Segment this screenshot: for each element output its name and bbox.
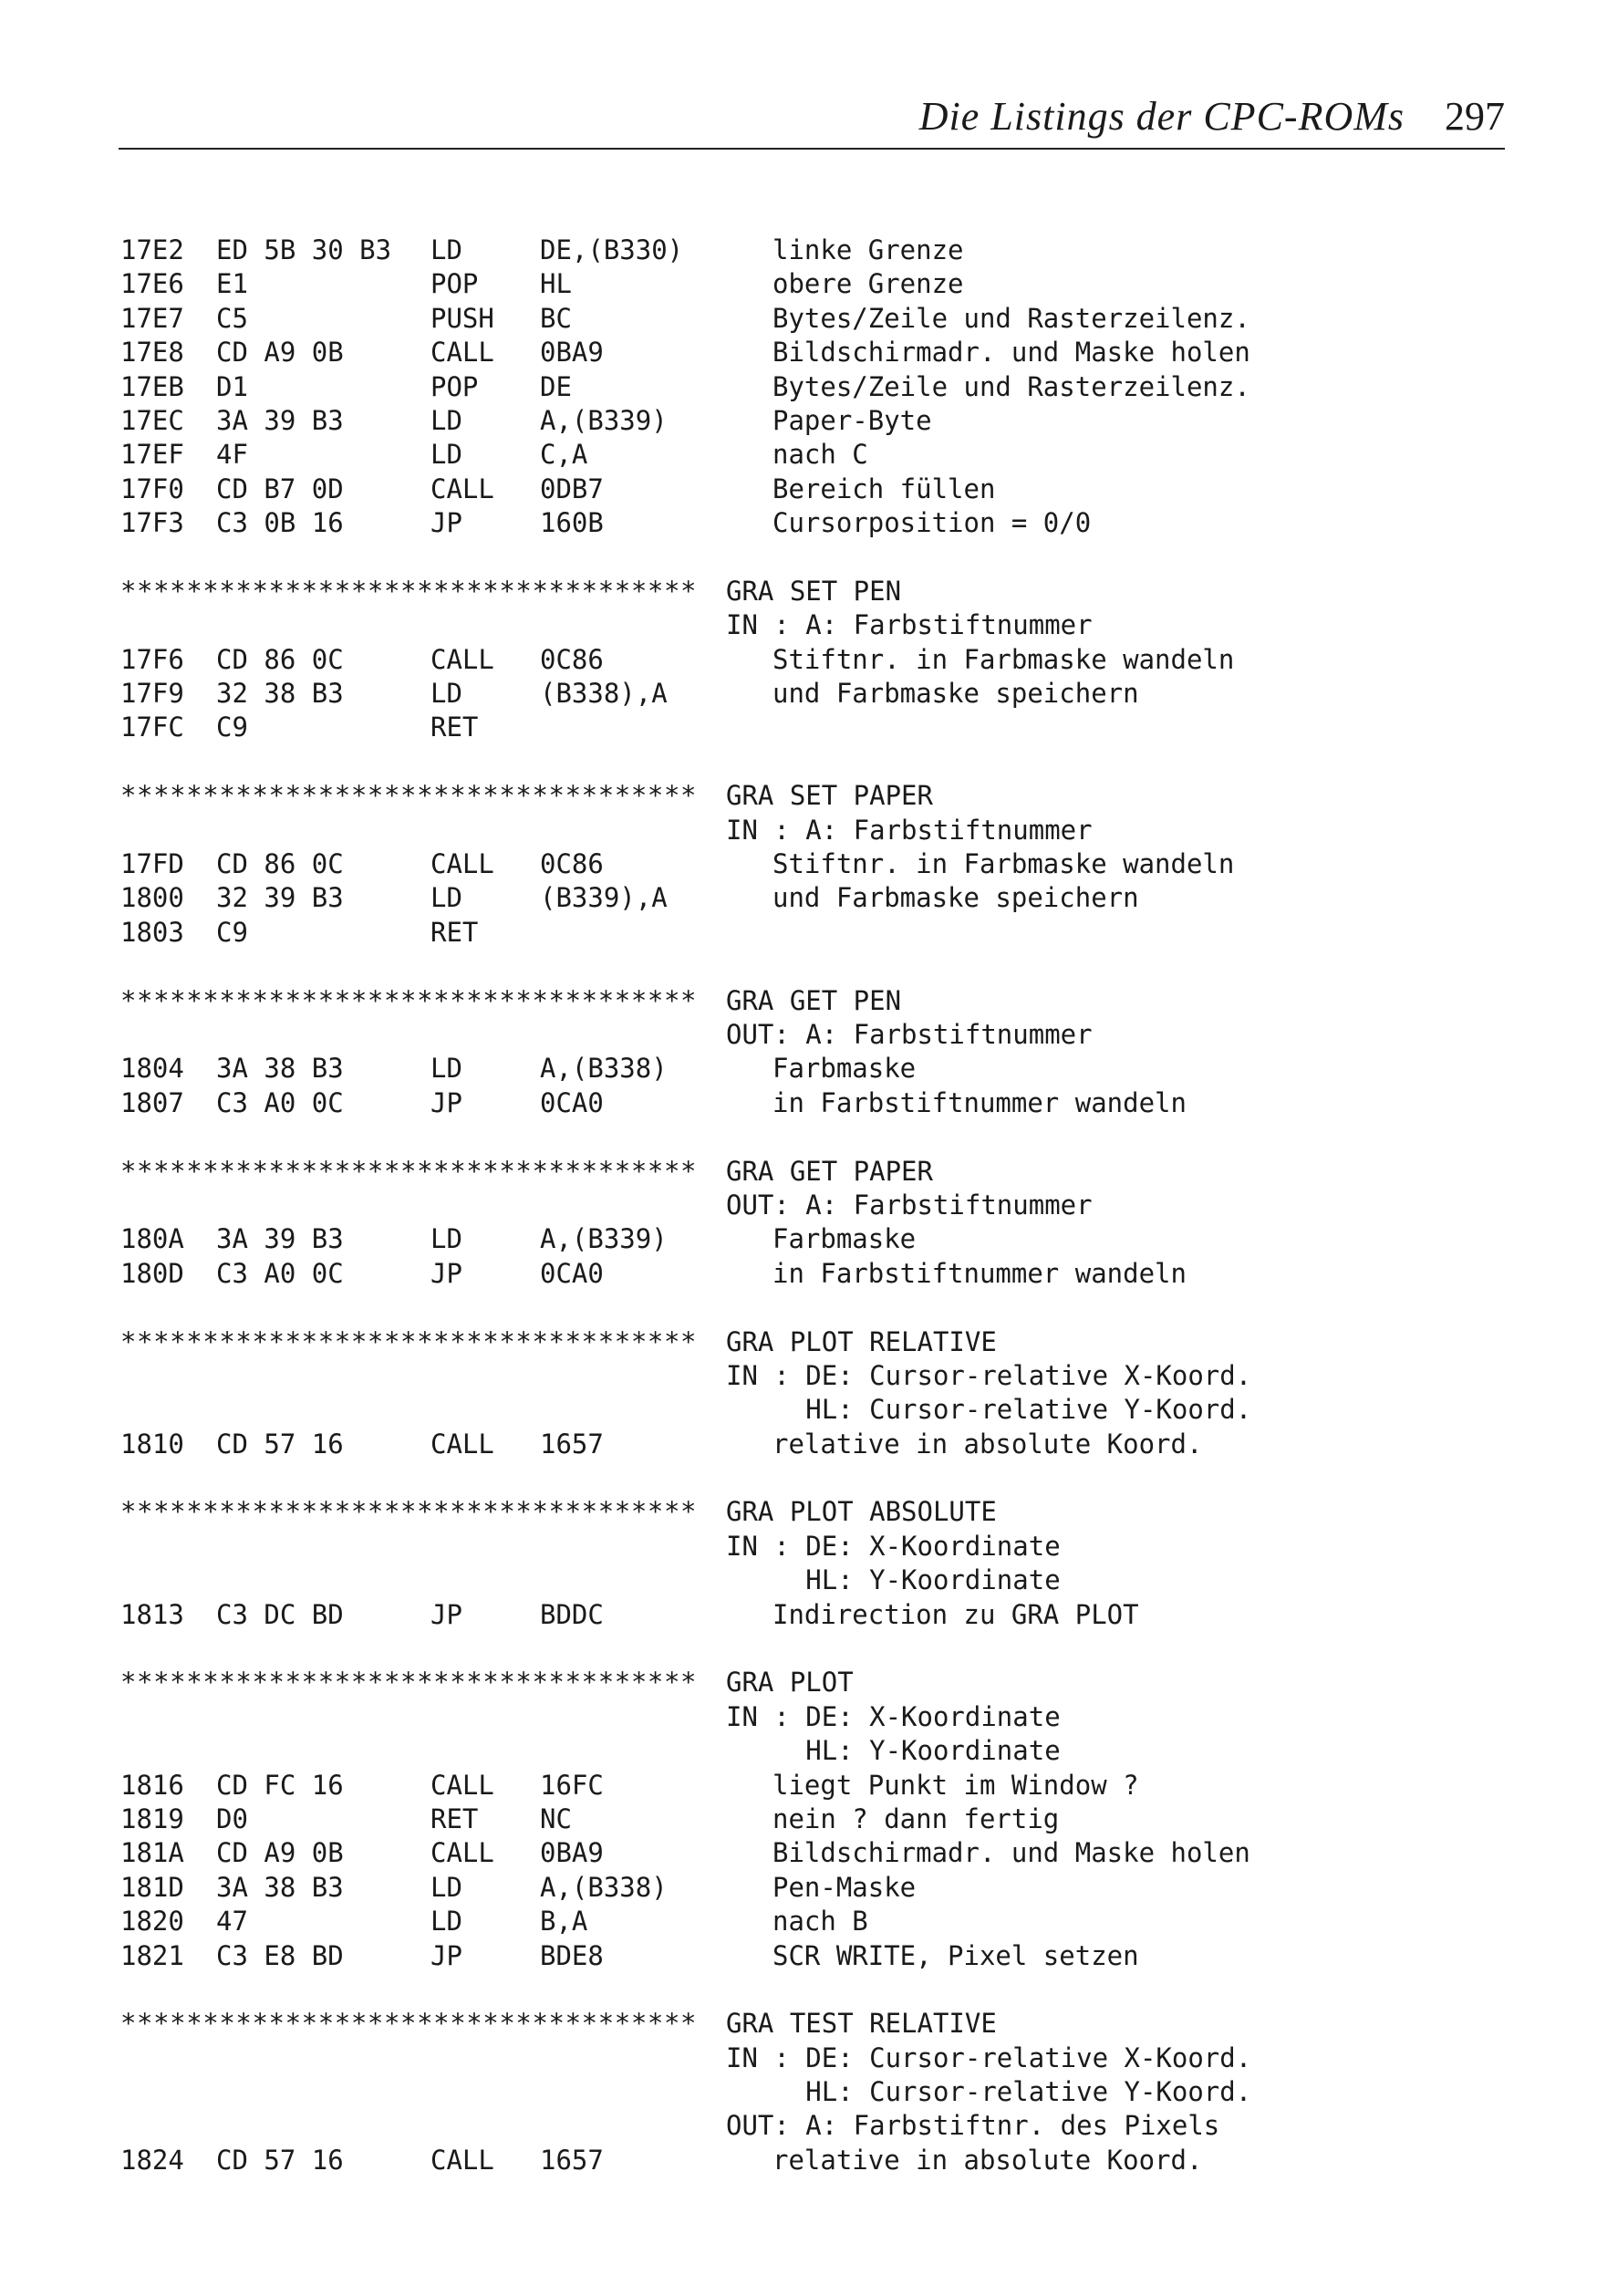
separator-stars: *********************************** [120,1496,698,1528]
address: 181A [120,1837,184,1869]
address: 17EF [120,439,184,471]
hex-bytes: C3 DC BD [216,1598,344,1630]
address: 1820 [120,1906,184,1938]
io-description-line [120,2041,1507,2075]
comment: Farbmaske [772,1053,917,1085]
hex-bytes: 4F [216,439,248,471]
address: 17EC [120,404,184,436]
io-description-line [120,1700,1507,1734]
comment: in Farbstiftnummer wandeln [772,1257,1187,1289]
operand: 16FC [540,1769,604,1801]
mnemonic: JP [430,507,462,539]
page-header [119,84,1505,150]
comment: Paper-Byte [772,404,932,436]
mnemonic: CALL [430,473,494,504]
io-description: HL: Cursor-relative Y-Koord. [726,2076,1252,2108]
hex-bytes: CD B7 0D [216,473,344,504]
comment: liegt Punkt im Window ? [772,1769,1139,1801]
separator-line [120,1495,1507,1529]
code-line [120,1769,1507,1803]
comment: Bildschirmadr. und Maske holen [772,1837,1250,1869]
hex-bytes: C3 A0 0C [216,1086,344,1118]
comment: nach B [772,1906,868,1938]
address: 1819 [120,1803,184,1834]
hex-bytes: C9 [216,712,248,743]
hex-bytes: 3A 38 B3 [216,1053,344,1085]
operand: HL [540,268,572,300]
comment: Stiftnr. in Farbmaske wandeln [772,643,1235,675]
mnemonic: JP [430,1598,462,1630]
code-line [120,1598,1507,1632]
operand: 0CA0 [540,1257,604,1289]
address: 17F6 [120,643,184,675]
io-description-line [120,1018,1507,1052]
code-line [120,711,1507,744]
address: 17F0 [120,473,184,504]
mnemonic: LD [430,1223,462,1255]
hex-bytes: 32 39 B3 [216,882,344,914]
address: 1824 [120,2144,184,2176]
hex-bytes: C3 E8 BD [216,1939,344,1971]
address: 17EB [120,370,184,402]
io-description: IN : DE: Cursor-relative X-Koord. [726,2041,1252,2073]
operand: 160B [540,507,604,539]
mnemonic: RET [430,712,479,743]
operand: C,A [540,439,588,471]
io-description-line [120,2109,1507,2143]
code-line [120,1428,1507,1461]
code-line [120,336,1507,369]
hex-bytes: C9 [216,916,248,948]
code-line [120,267,1507,301]
io-description: IN : DE: X-Koordinate [726,1700,1061,1732]
io-description: IN : A: Farbstiftnummer [726,814,1093,846]
operand: B,A [540,1906,588,1938]
comment: linke Grenze [772,234,964,265]
comment: relative in absolute Koord. [772,2144,1203,2176]
mnemonic: CALL [430,1428,494,1460]
operand: 1657 [540,2144,604,2176]
hex-bytes: C3 A0 0C [216,1257,344,1289]
comment: relative in absolute Koord. [772,1428,1203,1460]
operand: A,(B338) [540,1871,668,1903]
mnemonic: CALL [430,1837,494,1869]
io-description: HL: Y-Koordinate [726,1735,1061,1767]
comment: Farbmaske [772,1223,917,1255]
operand: BDE8 [540,1939,604,1971]
separator-stars: *********************************** [120,1155,698,1187]
comment: nach C [772,439,868,471]
address: 1804 [120,1053,184,1085]
address: 17F9 [120,678,184,710]
routine-title: GRA PLOT [726,1667,854,1699]
code-line [120,643,1507,677]
operand: BC [540,302,572,334]
io-description: IN : DE: X-Koordinate [726,1530,1061,1562]
separator-line [120,779,1507,813]
mnemonic: RET [430,1803,479,1834]
mnemonic: LD [430,882,462,914]
hex-bytes: D1 [216,370,248,402]
operand: 0DB7 [540,473,604,504]
separator-stars: *********************************** [120,780,698,812]
mnemonic: LD [430,678,462,710]
comment: SCR WRITE, Pixel setzen [772,1939,1139,1971]
code-line [120,881,1507,915]
comment: und Farbmaske speichern [772,678,1139,710]
io-description-line [120,1734,1507,1768]
mnemonic: JP [430,1939,462,1971]
assembly-listing [120,234,1507,2177]
comment: Cursorposition = 0/0 [772,507,1092,539]
code-line [120,1803,1507,1836]
mnemonic: CALL [430,643,494,675]
io-description-line [120,814,1507,847]
address: 1800 [120,882,184,914]
operand: DE [540,370,572,402]
code-line [120,234,1507,267]
hex-bytes: CD A9 0B [216,337,344,369]
address: 17E6 [120,268,184,300]
separator-stars: *********************************** [120,1325,698,1357]
code-line [120,302,1507,336]
mnemonic: LD [430,439,462,471]
mnemonic: LD [430,404,462,436]
io-description-line [120,1393,1507,1427]
routine-title: GRA PLOT RELATIVE [726,1325,997,1357]
code-line [120,1257,1507,1291]
mnemonic: CALL [430,2144,494,2176]
io-description: OUT: A: Farbstiftnr. des Pixels [726,2110,1220,2142]
code-line [120,473,1507,506]
operand: (B339),A [540,882,668,914]
io-description: OUT: A: Farbstiftnummer [726,1018,1093,1050]
io-description: HL: Cursor-relative Y-Koord. [726,1394,1252,1426]
address: 1810 [120,1428,184,1460]
address: 180D [120,1257,184,1289]
hex-bytes: 32 38 B3 [216,678,344,710]
listing-block [120,234,1507,541]
address: 17E2 [120,234,184,265]
hex-bytes: CD 57 16 [216,1428,344,1460]
io-description-line [120,608,1507,642]
operand: 0BA9 [540,1837,604,1869]
hex-bytes: E1 [216,268,248,300]
mnemonic: LD [430,1053,462,1085]
io-description: HL: Y-Koordinate [726,1564,1061,1596]
hex-bytes: D0 [216,1803,248,1834]
operand: NC [540,1803,572,1834]
address: 17F3 [120,507,184,539]
block-spacer [120,1120,1507,1154]
operand: BDDC [540,1598,604,1630]
listing-block [120,1632,1507,1973]
mnemonic: LD [430,234,462,265]
mnemonic: POP [430,268,479,300]
listing-block [120,745,1507,950]
running-title: Die Listings der CPC-ROMs [918,94,1405,139]
comment: und Farbmaske speichern [772,882,1139,914]
routine-title: GRA SET PEN [726,575,902,607]
separator-line [120,2007,1507,2041]
hex-bytes: C3 0B 16 [216,507,344,539]
operand: A,(B338) [540,1053,668,1085]
code-line [120,847,1507,881]
page-number: 297 [1445,94,1505,139]
address: 180A [120,1223,184,1255]
address: 17E7 [120,302,184,334]
separator-stars: *********************************** [120,575,698,607]
code-line [120,506,1507,540]
address: 181D [120,1871,184,1903]
comment: obere Grenze [772,268,964,300]
hex-bytes: CD 86 0C [216,643,344,675]
operand: A,(B339) [540,404,668,436]
comment: Stiftnr. in Farbmaske wandeln [772,848,1235,880]
hex-bytes: CD 86 0C [216,848,344,880]
operand: DE,(B330) [540,234,684,265]
code-line [120,677,1507,711]
listing-block [120,541,1507,745]
address: 1821 [120,1939,184,1971]
code-line [120,1905,1507,1938]
address: 17E8 [120,337,184,369]
block-spacer [120,1632,1507,1666]
routine-title: GRA TEST RELATIVE [726,2008,997,2040]
mnemonic: CALL [430,1769,494,1801]
code-line [120,404,1507,438]
code-line [120,438,1507,472]
mnemonic: LD [430,1871,462,1903]
separator-line [120,1666,1507,1699]
separator-line [120,1155,1507,1189]
listing-block [120,1461,1507,1632]
hex-bytes: 47 [216,1906,248,1938]
separator-stars: *********************************** [120,2008,698,2040]
separator-line [120,1325,1507,1359]
operand: A,(B339) [540,1223,668,1255]
comment: Indirection zu GRA PLOT [772,1598,1139,1630]
hex-bytes: 3A 39 B3 [216,404,344,436]
code-line [120,1836,1507,1870]
code-line [120,1939,1507,1973]
hex-bytes: CD FC 16 [216,1769,344,1801]
io-description: OUT: A: Farbstiftnummer [726,1189,1093,1221]
address: 17FC [120,712,184,743]
address: 1813 [120,1598,184,1630]
code-line [120,1052,1507,1086]
io-description: IN : A: Farbstiftnummer [726,609,1093,641]
address: 1803 [120,916,184,948]
address: 17FD [120,848,184,880]
mnemonic: JP [430,1086,462,1118]
hex-bytes: CD A9 0B [216,1837,344,1869]
comment: Bytes/Zeile und Rasterzeilenz. [772,370,1250,402]
hex-bytes: C5 [216,302,248,334]
block-spacer [120,1461,1507,1495]
block-spacer [120,745,1507,779]
mnemonic: CALL [430,337,494,369]
io-description: IN : DE: Cursor-relative X-Koord. [726,1359,1252,1391]
io-description-line [120,1359,1507,1393]
io-description-line [120,1564,1507,1597]
code-line [120,2144,1507,2177]
hex-bytes: ED 5B 30 B3 [216,234,392,265]
operand: 1657 [540,1428,604,1460]
io-description-line [120,2075,1507,2109]
hex-bytes: 3A 38 B3 [216,1871,344,1903]
listing-block [120,1120,1507,1291]
code-line [120,916,1507,950]
separator-line [120,575,1507,608]
hex-bytes: 3A 39 B3 [216,1223,344,1255]
comment: Pen-Maske [772,1871,917,1903]
routine-title: GRA GET PAPER [726,1155,933,1187]
block-spacer [120,1973,1507,2007]
block-spacer [120,950,1507,983]
listing-block [120,950,1507,1120]
mnemonic: LD [430,1906,462,1938]
operand: 0C86 [540,848,604,880]
separator-stars: *********************************** [120,984,698,1016]
io-description-line [120,1530,1507,1564]
io-description-line [120,1189,1507,1222]
separator-stars: *********************************** [120,1667,698,1699]
mnemonic: CALL [430,848,494,880]
mnemonic: JP [430,1257,462,1289]
comment: in Farbstiftnummer wandeln [772,1086,1187,1118]
routine-title: GRA GET PEN [726,984,902,1016]
operand: 0CA0 [540,1086,604,1118]
mnemonic: POP [430,370,479,402]
address: 1807 [120,1086,184,1118]
code-line [120,1222,1507,1256]
operand: 0BA9 [540,337,604,369]
operand: (B338),A [540,678,668,710]
mnemonic: RET [430,916,479,948]
code-line [120,1871,1507,1905]
comment: Bildschirmadr. und Maske holen [772,337,1250,369]
operand: 0C86 [540,643,604,675]
routine-title: GRA SET PAPER [726,780,933,812]
block-spacer [120,1291,1507,1325]
comment: nein ? dann fertig [772,1803,1060,1834]
comment: Bytes/Zeile und Rasterzeilenz. [772,302,1250,334]
address: 1816 [120,1769,184,1801]
hex-bytes: CD 57 16 [216,2144,344,2176]
mnemonic: PUSH [430,302,494,334]
code-line [120,1086,1507,1120]
listing-block [120,1973,1507,2177]
block-spacer [120,541,1507,575]
code-line [120,370,1507,404]
comment: Bereich füllen [772,473,996,504]
listing-block [120,1291,1507,1461]
routine-title: GRA PLOT ABSOLUTE [726,1496,997,1528]
separator-line [120,984,1507,1018]
